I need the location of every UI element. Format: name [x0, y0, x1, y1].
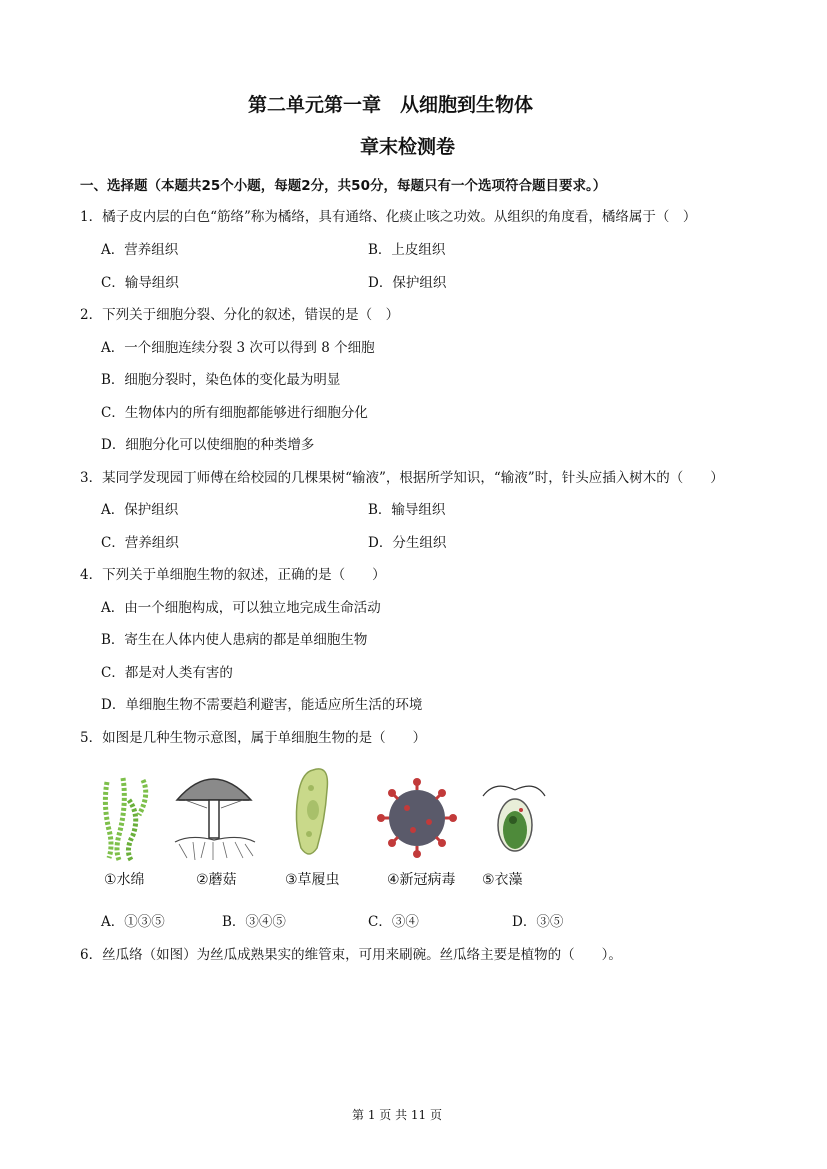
- question-4-option-d: D．单细胞生物不需要趋利避害，能适应所生活的环境: [101, 697, 423, 713]
- question-3-option-d: D．分生组织: [368, 535, 447, 551]
- question-5-option-b: B．③④⑤: [222, 914, 286, 930]
- question-1-option-a: A．营养组织: [101, 242, 179, 258]
- question-3-option-c: C．营养组织: [101, 535, 179, 551]
- organisms-figure: [95, 760, 555, 865]
- page-subtitle: 章末检测卷: [360, 136, 456, 158]
- page-title: 第二单元第一章 从细胞到生物体: [248, 94, 534, 116]
- question-1-option-d: D．保护组织: [368, 275, 447, 291]
- question-5-option-d: D．③⑤: [512, 914, 564, 930]
- question-3-option-b: B．输导组织: [368, 502, 446, 518]
- caption-spirogyra: ①水绵: [104, 872, 145, 888]
- paramecium-illustration: [296, 769, 327, 854]
- question-2-option-b: B．细胞分裂时，染色体的变化最为明显: [101, 372, 341, 388]
- question-4-option-b: B．寄生在人体内使人患病的都是单细胞生物: [101, 632, 368, 648]
- question-3-option-a: A．保护组织: [101, 502, 179, 518]
- caption-coronavirus: ④新冠病毒: [387, 872, 456, 888]
- question-5-option-a: A．①③⑤: [101, 914, 165, 930]
- mushroom-illustration: [175, 779, 255, 860]
- coronavirus-illustration: [377, 778, 457, 858]
- caption-chlamydomonas: ⑤衣藻: [482, 872, 523, 888]
- question-1-option-c: C．输导组织: [101, 275, 179, 291]
- section-heading: 一、选择题（本题共25个小题，每题2分，共50分，每题只有一个选项符合题目要求。）: [80, 178, 607, 194]
- question-2-option-c: C．生物体内的所有细胞都能够进行细胞分化: [101, 405, 368, 421]
- question-2-option-d: D．细胞分化可以使细胞的种类增多: [101, 437, 315, 453]
- spirogyra-illustration: [105, 778, 145, 860]
- chlamydomonas-illustration: [483, 786, 545, 851]
- caption-mushroom: ②蘑菇: [196, 872, 237, 888]
- question-1-option-b: B．上皮组织: [368, 242, 446, 258]
- question-2-option-a: A．一个细胞连续分裂 3 次可以得到 8 个细胞: [101, 340, 375, 356]
- question-6-stem: 6．丝瓜络（如图）为丝瓜成熟果实的维管束，可用来刷碗。丝瓜络主要是植物的（ ）。: [80, 947, 622, 963]
- caption-paramecium: ③草履虫: [285, 872, 340, 888]
- page-footer: 第 1 页 共 11 页: [352, 1108, 442, 1122]
- question-4-option-c: C．都是对人类有害的: [101, 665, 233, 681]
- question-5-option-c: C．③④: [368, 914, 419, 930]
- question-1-stem: 1．橘子皮内层的白色“筋络”称为橘络，具有通络、化痰止咳之功效。从组织的角度看，橘络属于（ ）: [80, 209, 697, 225]
- question-4-option-a: A．由一个细胞构成，可以独立地完成生命活动: [101, 600, 381, 616]
- question-2-stem: 2．下列关于细胞分裂、分化的叙述，错误的是（ ）: [80, 307, 400, 323]
- question-5-stem: 5．如图是几种生物示意图，属于单细胞生物的是（ ）: [80, 730, 427, 746]
- question-4-stem: 4．下列关于单细胞生物的叙述，正确的是（ ）: [80, 567, 386, 583]
- question-3-stem: 3．某同学发现园丁师傅在给校园的几棵果树“输液”，根据所学知识，“输液”时，针头应插入树木的（ ）: [80, 470, 724, 486]
